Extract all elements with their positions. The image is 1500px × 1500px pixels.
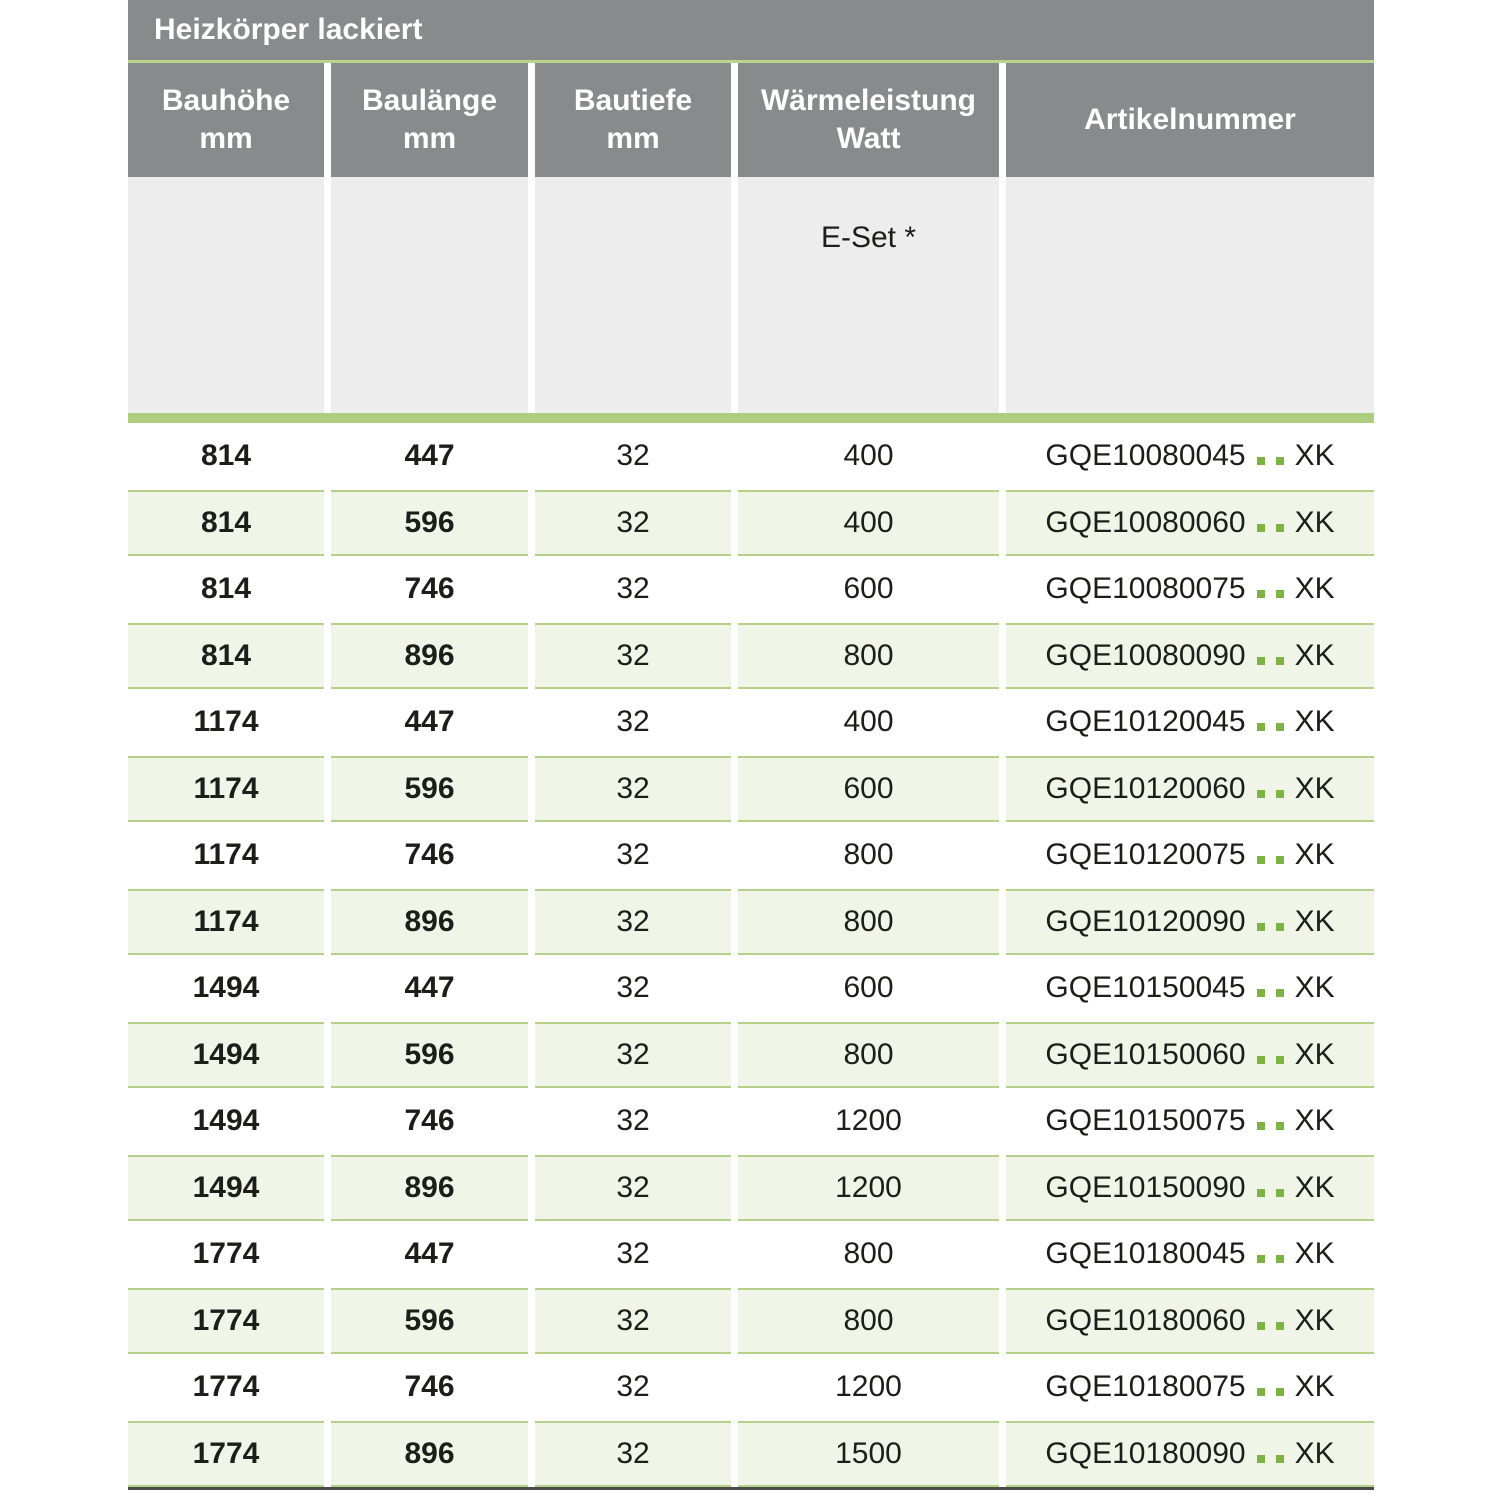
cell-bautiefe: 32 (535, 889, 731, 956)
cell-artikelnummer (1006, 623, 1374, 690)
cell-baulaenge: 746 (331, 1088, 528, 1155)
green-dot-icon (1276, 856, 1284, 864)
artikel-prefix: GQE10150090 (1045, 1170, 1246, 1204)
green-dot-icon (1257, 1388, 1265, 1396)
cell-bauhoehe: 814 (128, 423, 324, 490)
green-dot-icon (1276, 989, 1284, 997)
cell-baulaenge: 746 (331, 1354, 528, 1421)
artikel-prefix: GQE10080060 (1045, 505, 1246, 539)
table-row (128, 955, 1374, 1022)
table-row (128, 1155, 1374, 1222)
subheader-row (128, 177, 1374, 413)
artikel-suffix: XK (1294, 1037, 1335, 1071)
cell-watt: 600 (738, 556, 999, 623)
cell-watt: 800 (738, 1288, 999, 1355)
artikelnummer-value (1045, 1304, 1334, 1338)
cell-artikelnummer (1006, 1088, 1374, 1155)
artikel-suffix: XK (1294, 439, 1335, 473)
cell-bautiefe: 32 (535, 556, 731, 623)
cell-bautiefe: 32 (535, 423, 731, 490)
cell-bautiefe: 32 (535, 1155, 731, 1222)
subheader-cell-eset (738, 177, 999, 413)
cell-bautiefe: 32 (535, 756, 731, 823)
cell-watt: 800 (738, 1022, 999, 1089)
cell-watt: 600 (738, 955, 999, 1022)
subheader-cell-baulaenge (331, 177, 528, 413)
cell-watt: 400 (738, 423, 999, 490)
artikelnummer-value (1045, 1370, 1334, 1404)
green-dot-icon (1276, 590, 1284, 598)
cell-baulaenge: 596 (331, 756, 528, 823)
table-row (128, 756, 1374, 823)
column-header-bauhoehe (128, 63, 324, 177)
cell-baulaenge: 447 (331, 423, 528, 490)
artikel-suffix: XK (1294, 838, 1335, 872)
cell-bauhoehe: 1494 (128, 1022, 324, 1089)
cell-bautiefe: 32 (535, 1421, 731, 1488)
artikel-suffix: XK (1294, 971, 1335, 1005)
cell-baulaenge: 596 (331, 1288, 528, 1355)
artikelnummer-value (1045, 905, 1334, 939)
green-dot-icon (1276, 790, 1284, 798)
column-header-unit: mm (199, 122, 253, 155)
green-divider-bar (128, 413, 1374, 423)
table-row (128, 1421, 1374, 1488)
cell-bauhoehe: 1174 (128, 822, 324, 889)
artikel-prefix: GQE10120090 (1045, 904, 1246, 938)
artikelnummer-value (1045, 971, 1334, 1005)
cell-baulaenge: 596 (331, 1022, 528, 1089)
table-row (128, 423, 1374, 490)
cell-bauhoehe: 1774 (128, 1354, 324, 1421)
cell-baulaenge: 447 (331, 1221, 528, 1288)
table-row (128, 1088, 1374, 1155)
artikel-prefix: GQE10150045 (1045, 971, 1246, 1005)
artikel-prefix: GQE10080045 (1045, 439, 1246, 473)
artikel-prefix: GQE10180060 (1045, 1303, 1246, 1337)
cell-bautiefe: 32 (535, 689, 731, 756)
eset-label: E-Set * (820, 221, 917, 254)
subheader-cell-artikelnummer (1006, 177, 1374, 413)
green-dot-icon (1276, 1455, 1284, 1463)
cell-bauhoehe: 1774 (128, 1221, 324, 1288)
artikelnummer-value (1045, 439, 1334, 473)
column-header-label: Bautiefe (573, 84, 693, 117)
artikelnummer-value (1045, 572, 1334, 606)
green-dot-icon (1276, 524, 1284, 532)
artikelnummer-value (1045, 639, 1334, 673)
cell-artikelnummer (1006, 889, 1374, 956)
green-dot-icon (1257, 1189, 1265, 1197)
artikel-prefix: GQE10120045 (1045, 705, 1246, 739)
cell-bautiefe: 32 (535, 1354, 731, 1421)
artikel-suffix: XK (1294, 1237, 1335, 1271)
green-dot-icon (1257, 856, 1265, 864)
column-header-label: Artikelnummer (1084, 103, 1296, 136)
artikel-prefix: GQE10080075 (1045, 572, 1246, 606)
table-row (128, 1288, 1374, 1355)
green-dot-icon (1276, 657, 1284, 665)
cell-artikelnummer (1006, 423, 1374, 490)
subheader-cell-bauhoehe (128, 177, 324, 413)
table-title-bar (128, 0, 1374, 63)
green-dot-icon (1276, 1122, 1284, 1130)
green-dot-icon (1257, 923, 1265, 931)
cell-baulaenge: 447 (331, 955, 528, 1022)
cell-watt: 400 (738, 490, 999, 557)
column-header-label: Wärmeleistung (760, 84, 977, 117)
cell-watt: 1500 (738, 1421, 999, 1488)
artikelnummer-value (1045, 1171, 1334, 1205)
artikel-suffix: XK (1294, 771, 1335, 805)
cell-baulaenge: 596 (331, 490, 528, 557)
cell-watt: 1200 (738, 1354, 999, 1421)
artikelnummer-value (1045, 1104, 1334, 1138)
green-dot-icon (1257, 1455, 1265, 1463)
column-header-baulaenge (331, 63, 528, 177)
green-dot-icon (1257, 1322, 1265, 1330)
cell-bauhoehe: 1774 (128, 1288, 324, 1355)
cell-baulaenge: 896 (331, 1421, 528, 1488)
green-dot-icon (1276, 923, 1284, 931)
artikel-prefix: GQE10150060 (1045, 1037, 1246, 1071)
column-header-artikelnummer (1006, 63, 1374, 177)
column-header-unit: Watt (836, 122, 901, 155)
table-row (128, 1022, 1374, 1089)
artikelnummer-value (1045, 1437, 1334, 1471)
table-row (128, 623, 1374, 690)
cell-artikelnummer (1006, 756, 1374, 823)
cell-bauhoehe: 1494 (128, 1155, 324, 1222)
table-title: Heizkörper lackiert (154, 13, 423, 46)
cell-artikelnummer (1006, 689, 1374, 756)
cell-bauhoehe: 814 (128, 490, 324, 557)
green-dot-icon (1257, 590, 1265, 598)
artikelnummer-value (1045, 772, 1334, 806)
table-row (128, 689, 1374, 756)
column-header-waermeleistung (738, 63, 999, 177)
cell-watt: 800 (738, 623, 999, 690)
table-row (128, 889, 1374, 956)
artikel-suffix: XK (1294, 1370, 1335, 1404)
cell-bautiefe: 32 (535, 1088, 731, 1155)
cell-bautiefe: 32 (535, 1221, 731, 1288)
cell-watt: 800 (738, 889, 999, 956)
cell-watt: 1200 (738, 1088, 999, 1155)
cell-watt: 800 (738, 822, 999, 889)
green-dot-icon (1257, 790, 1265, 798)
subheader-cell-bautiefe (535, 177, 731, 413)
cell-artikelnummer (1006, 1022, 1374, 1089)
table-row (128, 490, 1374, 557)
green-dot-icon (1276, 457, 1284, 465)
table-row (128, 556, 1374, 623)
cell-artikelnummer (1006, 556, 1374, 623)
artikel-prefix: GQE10180090 (1045, 1436, 1246, 1470)
artikel-suffix: XK (1294, 904, 1335, 938)
cell-baulaenge: 896 (331, 889, 528, 956)
green-dot-icon (1276, 1255, 1284, 1263)
cell-artikelnummer (1006, 822, 1374, 889)
cell-artikelnummer (1006, 1221, 1374, 1288)
green-dot-icon (1257, 457, 1265, 465)
artikel-suffix: XK (1294, 505, 1335, 539)
cell-artikelnummer (1006, 955, 1374, 1022)
cell-artikelnummer (1006, 1421, 1374, 1488)
cell-bauhoehe: 814 (128, 623, 324, 690)
green-dot-icon (1276, 1056, 1284, 1064)
artikelnummer-value (1045, 1038, 1334, 1072)
cell-bauhoehe: 1174 (128, 689, 324, 756)
cell-bautiefe: 32 (535, 955, 731, 1022)
cell-bauhoehe: 1494 (128, 955, 324, 1022)
cell-baulaenge: 447 (331, 689, 528, 756)
artikel-prefix: GQE10120060 (1045, 771, 1246, 805)
cell-bauhoehe: 1174 (128, 756, 324, 823)
cell-bautiefe: 32 (535, 1022, 731, 1089)
green-dot-icon (1276, 1388, 1284, 1396)
artikel-prefix: GQE10180045 (1045, 1237, 1246, 1271)
artikel-suffix: XK (1294, 1303, 1335, 1337)
artikel-prefix: GQE10150075 (1045, 1104, 1246, 1138)
artikel-prefix: GQE10120075 (1045, 838, 1246, 872)
artikel-prefix: GQE10080090 (1045, 638, 1246, 672)
artikel-suffix: XK (1294, 1170, 1335, 1204)
artikel-suffix: XK (1294, 1436, 1335, 1470)
cell-watt: 400 (738, 689, 999, 756)
artikelnummer-value (1045, 838, 1334, 872)
green-dot-icon (1276, 723, 1284, 731)
cell-bauhoehe: 1494 (128, 1088, 324, 1155)
cell-bauhoehe: 1174 (128, 889, 324, 956)
green-dot-icon (1257, 1255, 1265, 1263)
cell-bautiefe: 32 (535, 623, 731, 690)
column-header-label: Baulänge (361, 84, 498, 117)
column-header-bautiefe (535, 63, 731, 177)
column-header-unit: mm (402, 122, 457, 155)
cell-baulaenge: 896 (331, 1155, 528, 1222)
green-dot-icon (1257, 524, 1265, 532)
cell-artikelnummer (1006, 1155, 1374, 1222)
cell-bautiefe: 32 (535, 490, 731, 557)
green-dot-icon (1257, 1122, 1265, 1130)
cell-baulaenge: 746 (331, 822, 528, 889)
green-dot-icon (1276, 1189, 1284, 1197)
artikel-prefix: GQE10180075 (1045, 1370, 1246, 1404)
artikelnummer-value (1045, 705, 1334, 739)
green-dot-icon (1257, 723, 1265, 731)
table-row (128, 822, 1374, 889)
artikelnummer-value (1045, 506, 1334, 540)
table-row (128, 1221, 1374, 1288)
artikel-suffix: XK (1294, 1104, 1335, 1138)
artikelnummer-value (1045, 1237, 1334, 1271)
radiator-spec-table (128, 0, 1374, 1490)
cell-artikelnummer (1006, 1354, 1374, 1421)
green-dot-icon (1257, 989, 1265, 997)
cell-baulaenge: 896 (331, 623, 528, 690)
artikel-suffix: XK (1294, 572, 1335, 606)
artikel-suffix: XK (1294, 638, 1335, 672)
column-header-label: Bauhöhe (161, 84, 291, 117)
bottom-rule (128, 1487, 1374, 1490)
cell-watt: 600 (738, 756, 999, 823)
cell-artikelnummer (1006, 1288, 1374, 1355)
cell-bautiefe: 32 (535, 1288, 731, 1355)
cell-bauhoehe: 1774 (128, 1421, 324, 1488)
green-dot-icon (1257, 657, 1265, 665)
column-header-unit: mm (606, 122, 660, 155)
green-dot-icon (1276, 1322, 1284, 1330)
cell-watt: 800 (738, 1221, 999, 1288)
green-dot-icon (1257, 1056, 1265, 1064)
cell-baulaenge: 746 (331, 556, 528, 623)
table-body (128, 423, 1374, 1487)
cell-bauhoehe: 814 (128, 556, 324, 623)
cell-bautiefe: 32 (535, 822, 731, 889)
table-row (128, 1354, 1374, 1421)
cell-artikelnummer (1006, 490, 1374, 557)
artikel-suffix: XK (1294, 705, 1335, 739)
cell-watt: 1200 (738, 1155, 999, 1222)
column-header-row (128, 63, 1374, 177)
